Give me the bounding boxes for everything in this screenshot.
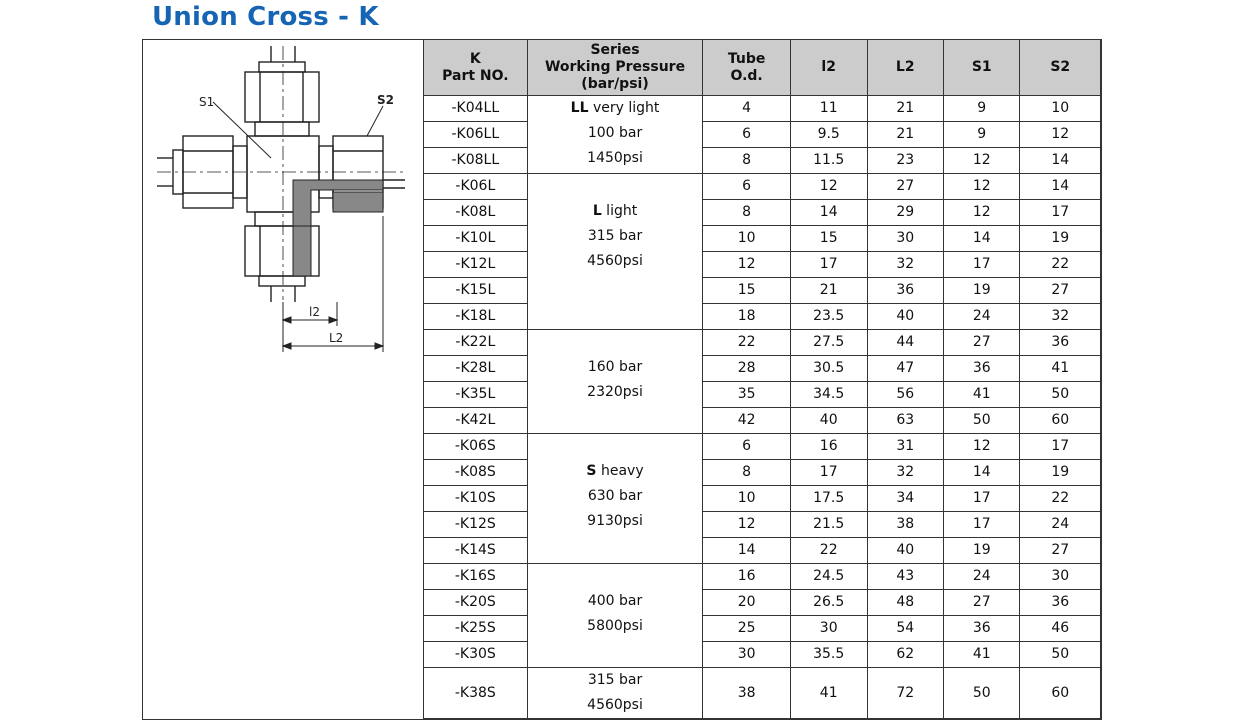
series-class: L: [592, 203, 602, 219]
l2-large-cell: 32: [867, 460, 943, 486]
tube-od-cell: 6: [703, 122, 791, 148]
tube-od-cell: 8: [703, 148, 791, 174]
l2-large-cell: 40: [867, 304, 943, 330]
tube-od-cell: 18: [703, 304, 791, 330]
l2-small-cell: 14: [790, 200, 867, 226]
l2-large-cell: 56: [867, 382, 943, 408]
l2-large-cell: 29: [867, 200, 943, 226]
part-number-cell: -K14S: [424, 538, 528, 564]
l2-small-cell: 22: [790, 538, 867, 564]
s2-cell: 22: [1020, 486, 1101, 512]
tube-od-cell: 22: [703, 330, 791, 356]
s1-cell: 41: [943, 642, 1020, 668]
table-row: [424, 564, 1101, 590]
l2-small-cell: 17.5: [790, 486, 867, 512]
l2-small-cell: 24.5: [790, 564, 867, 590]
union-cross-drawing: [143, 40, 423, 719]
s1-cell: 50: [943, 668, 1020, 719]
s1-cell: 17: [943, 252, 1020, 278]
series-text: 160 bar: [587, 359, 643, 375]
s1-cell: 12: [943, 148, 1020, 174]
part-number-cell: -K12L: [424, 252, 528, 278]
l2-large-cell: 27: [867, 174, 943, 200]
table-row: [424, 538, 1101, 564]
s1-cell: 12: [943, 200, 1020, 226]
s2-cell: 24: [1020, 512, 1101, 538]
l2-small-cell: 12: [790, 174, 867, 200]
table-row: [424, 434, 1101, 460]
header-l2-small: l2: [790, 40, 867, 96]
tube-od-cell: 10: [703, 486, 791, 512]
s1-cell: 12: [943, 174, 1020, 200]
s2-cell: 30: [1020, 564, 1101, 590]
s2-cell: 17: [1020, 434, 1101, 460]
s2-cell: 12: [1020, 122, 1101, 148]
header-part-no: K Part NO.: [424, 40, 528, 96]
table-row: [424, 408, 1101, 434]
series-text: 4560psi: [587, 253, 643, 269]
part-number-cell: -K30S: [424, 642, 528, 668]
header-series: Series Working Pressure (bar/psi): [527, 40, 703, 96]
l2-large-cell: 47: [867, 356, 943, 382]
series-text: 1450psi: [587, 150, 643, 166]
series-line: [528, 224, 703, 249]
part-number-cell: -K16S: [424, 564, 528, 590]
series-cell: [527, 330, 703, 434]
spec-table-body: [424, 96, 1101, 719]
s2-cell: 32: [1020, 304, 1101, 330]
l2-large-cell: 31: [867, 434, 943, 460]
s1-cell: 14: [943, 460, 1020, 486]
l2-large-cell: 21: [867, 96, 943, 122]
table-row: [424, 174, 1101, 200]
l2-large-cell: 34: [867, 486, 943, 512]
series-line: [528, 330, 703, 355]
l2-large-cell: 63: [867, 408, 943, 434]
l2-large-cell: 62: [867, 642, 943, 668]
table-row: [424, 356, 1101, 382]
part-number-cell: -K06LL: [424, 122, 528, 148]
series-line: [528, 199, 703, 224]
part-number-cell: -K08S: [424, 460, 528, 486]
s2-cell: 14: [1020, 148, 1101, 174]
s2-cell: 19: [1020, 226, 1101, 252]
s1-cell: 17: [943, 512, 1020, 538]
series-line: [528, 249, 703, 274]
table-row: [424, 460, 1101, 486]
l2-small-cell: 17: [790, 460, 867, 486]
part-number-cell: -K15L: [424, 278, 528, 304]
series-cell: [527, 434, 703, 564]
l2-large-cell: 30: [867, 226, 943, 252]
series-line: [528, 614, 703, 639]
table-row: [424, 330, 1101, 356]
l2-large-cell: 72: [867, 668, 943, 719]
part-number-cell: -K10S: [424, 486, 528, 512]
l2-small-cell: 9.5: [790, 122, 867, 148]
part-number-cell: -K04LL: [424, 96, 528, 122]
part-number-cell: -K38S: [424, 668, 528, 719]
series-line: [528, 509, 703, 534]
series-line: [528, 484, 703, 509]
s2-cell: 10: [1020, 96, 1101, 122]
s2-cell: 46: [1020, 616, 1101, 642]
header-row: [424, 40, 1101, 96]
part-number-cell: -K18L: [424, 304, 528, 330]
l2-large-cell: 23: [867, 148, 943, 174]
s1-cell: 50: [943, 408, 1020, 434]
s2-cell: 22: [1020, 252, 1101, 278]
tube-od-cell: 42: [703, 408, 791, 434]
l2-small-cell: 15: [790, 226, 867, 252]
s2-cell: 36: [1020, 590, 1101, 616]
table-row: [424, 590, 1101, 616]
tube-od-cell: 14: [703, 538, 791, 564]
l2-small-cell: 30: [790, 616, 867, 642]
l2-small-label: l2: [309, 305, 320, 319]
series-line: [528, 146, 703, 171]
s1-cell: 27: [943, 590, 1020, 616]
table-row: [424, 122, 1101, 148]
s1-cell: 9: [943, 122, 1020, 148]
spec-table: [423, 39, 1101, 719]
series-line: [528, 355, 703, 380]
part-number-cell: -K06S: [424, 434, 528, 460]
spec-frame: [142, 39, 1102, 720]
table-row: [424, 616, 1101, 642]
l2-large-cell: 38: [867, 512, 943, 538]
l2-small-cell: 40: [790, 408, 867, 434]
table-row: [424, 226, 1101, 252]
series-line: [528, 380, 703, 405]
series-line: [528, 459, 703, 484]
tube-od-cell: 10: [703, 226, 791, 252]
l2-large-cell: 32: [867, 252, 943, 278]
s1-cell: 24: [943, 304, 1020, 330]
l2-small-cell: 30.5: [790, 356, 867, 382]
table-row: [424, 304, 1101, 330]
l2-small-cell: 41: [790, 668, 867, 719]
part-number-cell: -K42L: [424, 408, 528, 434]
series-text: 315 bar: [587, 228, 643, 244]
series-text: heavy: [596, 463, 644, 479]
series-class: LL: [570, 100, 589, 116]
series-line: [528, 589, 703, 614]
series-text: 630 bar: [587, 488, 643, 504]
s2-cell: 27: [1020, 538, 1101, 564]
s1-cell: 17: [943, 486, 1020, 512]
series-line: [528, 174, 703, 199]
s1-cell: 19: [943, 538, 1020, 564]
l2-small-cell: 21.5: [790, 512, 867, 538]
table-row: [424, 148, 1101, 174]
tube-od-cell: 6: [703, 434, 791, 460]
s1-cell: 36: [943, 356, 1020, 382]
series-line: [528, 693, 703, 718]
l2-large-cell: 44: [867, 330, 943, 356]
header-s1: S1: [943, 40, 1020, 96]
s2-cell: 17: [1020, 200, 1101, 226]
l2-small-cell: 35.5: [790, 642, 867, 668]
series-cell: [527, 174, 703, 330]
l2-small-cell: 17: [790, 252, 867, 278]
header-l2-large: L2: [867, 40, 943, 96]
s1-label: S1: [199, 95, 215, 109]
s1-cell: 9: [943, 96, 1020, 122]
l2-large-cell: 36: [867, 278, 943, 304]
s2-label: S2: [377, 93, 394, 107]
series-text: 2320psi: [587, 384, 643, 400]
table-row: [424, 512, 1101, 538]
series-text: 400 bar: [587, 593, 643, 609]
table-row: [424, 642, 1101, 668]
tube-od-cell: 25: [703, 616, 791, 642]
s1-cell: 41: [943, 382, 1020, 408]
l2-small-cell: 11.5: [790, 148, 867, 174]
tube-od-cell: 12: [703, 512, 791, 538]
series-line: [528, 564, 703, 589]
series-line: [528, 434, 703, 459]
s2-cell: 60: [1020, 668, 1101, 719]
s1-cell: 27: [943, 330, 1020, 356]
series-text: 100 bar: [587, 125, 643, 141]
table-row: [424, 278, 1101, 304]
tube-od-cell: 8: [703, 460, 791, 486]
l2-small-cell: 23.5: [790, 304, 867, 330]
tube-od-cell: 28: [703, 356, 791, 382]
part-number-cell: -K35L: [424, 382, 528, 408]
s2-cell: 60: [1020, 408, 1101, 434]
s2-cell: 27: [1020, 278, 1101, 304]
table-row: [424, 96, 1101, 122]
part-number-cell: -K08L: [424, 200, 528, 226]
table-row: [424, 486, 1101, 512]
s2-cell: 19: [1020, 460, 1101, 486]
s2-cell: 50: [1020, 642, 1101, 668]
series-text: 9130psi: [587, 513, 643, 529]
table-row: [424, 252, 1101, 278]
series-text: 5800psi: [587, 618, 643, 634]
l2-small-cell: 21: [790, 278, 867, 304]
l2-small-cell: 16: [790, 434, 867, 460]
s2-cell: 36: [1020, 330, 1101, 356]
series-cell: [527, 96, 703, 174]
series-line: [528, 96, 703, 121]
tube-od-cell: 38: [703, 668, 791, 719]
s2-cell: 50: [1020, 382, 1101, 408]
s1-cell: 24: [943, 564, 1020, 590]
table-row: [424, 668, 1101, 719]
l2-small-cell: 11: [790, 96, 867, 122]
part-number-cell: -K12S: [424, 512, 528, 538]
s1-cell: 12: [943, 434, 1020, 460]
series-line: [528, 668, 703, 693]
series-text: light: [601, 203, 638, 219]
tube-od-cell: 30: [703, 642, 791, 668]
tube-od-cell: 16: [703, 564, 791, 590]
l2-large-cell: 54: [867, 616, 943, 642]
s1-cell: 19: [943, 278, 1020, 304]
l2-large-cell: 43: [867, 564, 943, 590]
series-cell: [527, 564, 703, 668]
part-number-cell: -K06L: [424, 174, 528, 200]
table-row: [424, 382, 1101, 408]
part-number-cell: -K08LL: [424, 148, 528, 174]
tube-od-cell: 6: [703, 174, 791, 200]
header-s2: S2: [1020, 40, 1101, 96]
series-cell: [527, 668, 703, 719]
l2-large-cell: 21: [867, 122, 943, 148]
tube-od-cell: 15: [703, 278, 791, 304]
tube-od-cell: 20: [703, 590, 791, 616]
part-number-cell: -K10L: [424, 226, 528, 252]
s1-cell: 36: [943, 616, 1020, 642]
header-tube-od: Tube O.d.: [703, 40, 791, 96]
l2-large-cell: 40: [867, 538, 943, 564]
part-number-cell: -K28L: [424, 356, 528, 382]
tube-od-cell: 8: [703, 200, 791, 226]
part-number-cell: -K20S: [424, 590, 528, 616]
table-row: [424, 200, 1101, 226]
tube-od-cell: 12: [703, 252, 791, 278]
l2-large-label: L2: [329, 331, 344, 345]
page-title: Union Cross - K: [152, 2, 379, 32]
series-text: 4560psi: [587, 697, 643, 713]
tube-od-cell: 4: [703, 96, 791, 122]
series-class: S: [586, 463, 597, 479]
tube-od-cell: 35: [703, 382, 791, 408]
part-number-cell: -K22L: [424, 330, 528, 356]
l2-small-cell: 34.5: [790, 382, 867, 408]
series-text: very light: [588, 100, 660, 116]
series-text: 315 bar: [587, 672, 643, 688]
l2-small-cell: 26.5: [790, 590, 867, 616]
l2-large-cell: 48: [867, 590, 943, 616]
s2-cell: 14: [1020, 174, 1101, 200]
series-line: [528, 121, 703, 146]
l2-small-cell: 27.5: [790, 330, 867, 356]
s2-cell: 41: [1020, 356, 1101, 382]
s1-cell: 14: [943, 226, 1020, 252]
part-number-cell: -K25S: [424, 616, 528, 642]
